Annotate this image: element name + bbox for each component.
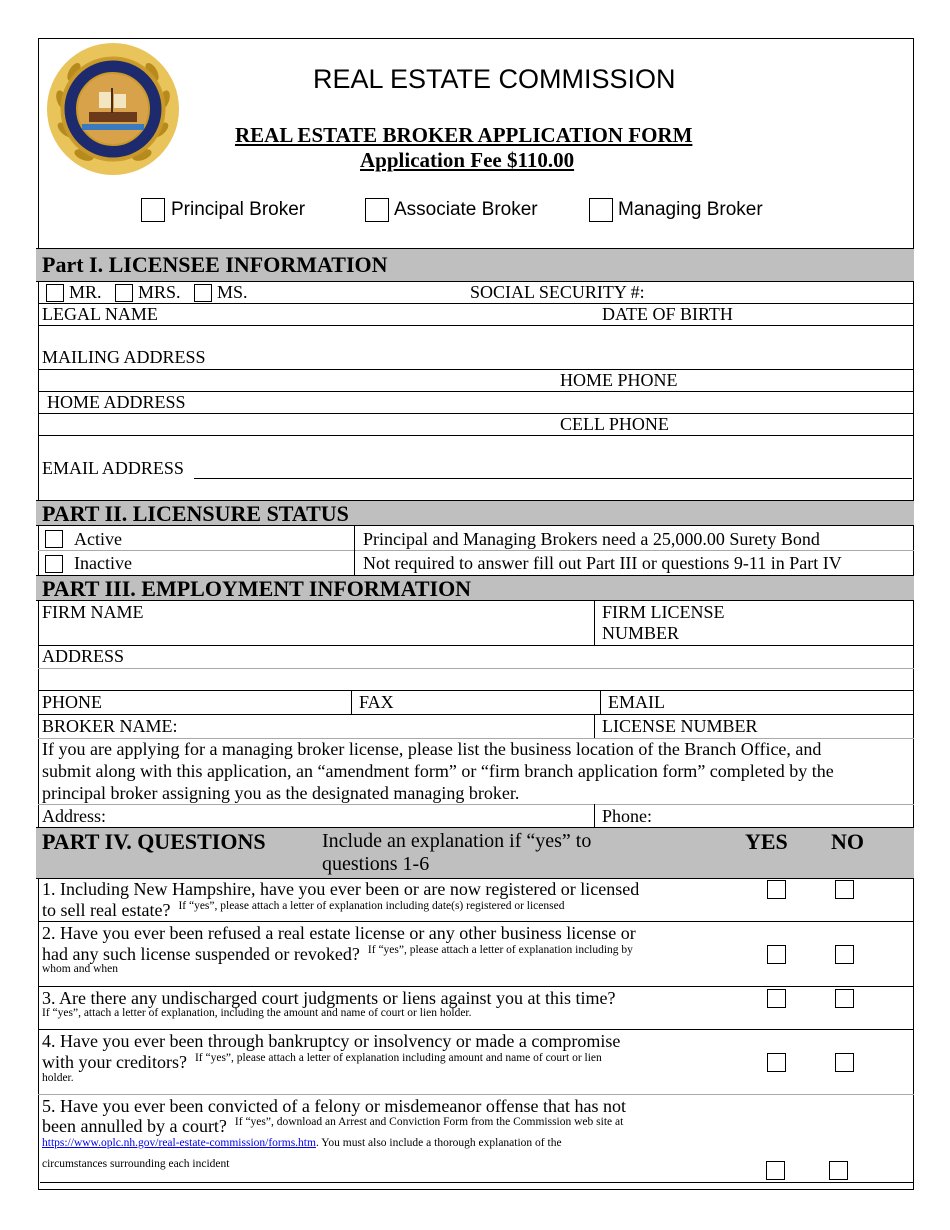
part4-instr-2: questions 1-6	[322, 853, 430, 875]
no-header: NO	[831, 829, 864, 854]
bottom-rule	[40, 1182, 913, 1183]
managing-line-1: If you are applying for a managing broker license, please list the business location of the Branch Office, and	[42, 739, 822, 759]
q3-note: If “yes”, attach a letter of explanation, including the amount and name of court or lien holder.	[42, 1007, 472, 1019]
divider	[38, 303, 914, 304]
address-label: ADDRESS	[42, 646, 125, 666]
divider	[38, 550, 914, 551]
divider	[600, 690, 601, 714]
divider	[594, 600, 595, 645]
mr-label: MR.	[69, 282, 102, 302]
q1-line-2	[42, 900, 564, 921]
mrs-label: MRS.	[138, 282, 181, 302]
broker-name-label: BROKER NAME:	[42, 716, 178, 736]
email-label: EMAIL	[608, 692, 665, 712]
managing-line-2: submit along with this application, an “amendment form” or “firm branch application form” completed by the	[42, 761, 834, 781]
home-address-label: HOME ADDRESS	[47, 392, 186, 412]
q2-line-1: 2. Have you ever been refused a real estate license or any other business license or	[42, 923, 636, 943]
divider	[351, 690, 352, 714]
firm-license-label-1: FIRM LICENSE	[602, 602, 725, 622]
email-address-label: EMAIL ADDRESS	[42, 458, 184, 478]
firm-name-label: FIRM NAME	[42, 602, 144, 622]
q5-note-2: . You must also include a thorough explanation of the	[315, 1137, 562, 1149]
email-input-line[interactable]	[194, 478, 912, 479]
part4-instructions	[322, 830, 591, 876]
divider	[38, 645, 914, 646]
q3-yes-checkbox[interactable]	[767, 989, 786, 1008]
inactive-note: Not required to answer fill out Part III or questions 9-11 in Part IV	[363, 553, 842, 573]
q5-line-1: 5. Have you ever been convicted of a felony or misdemeanor offense that has not	[42, 1096, 626, 1116]
q1-note: If “yes”, please attach a letter of explanation including date(s) registered or licensed	[178, 900, 565, 912]
q1-line-1: 1. Including New Hampshire, have you ever been or are now registered or licensed	[42, 879, 640, 899]
managing-broker-checkbox[interactable]	[589, 198, 613, 222]
divider	[38, 1029, 914, 1030]
q4-yes-checkbox[interactable]	[767, 1053, 786, 1072]
managing-broker-label: Managing Broker	[618, 199, 763, 220]
home-phone-label: HOME PHONE	[560, 370, 678, 390]
license-number-label: LICENSE NUMBER	[602, 716, 758, 736]
q4-text-2: with your creditors?	[42, 1052, 187, 1072]
divider	[38, 668, 914, 669]
managing-broker-instructions	[42, 738, 902, 804]
mailing-address-label: MAILING ADDRESS	[42, 347, 206, 367]
q5-line-2	[42, 1116, 623, 1137]
ms-checkbox[interactable]	[194, 284, 212, 302]
divider	[594, 714, 595, 738]
part3-title: PART III. EMPLOYMENT INFORMATION	[42, 576, 472, 601]
associate-broker-checkbox[interactable]	[365, 198, 389, 222]
q2-note-2: whom and when	[42, 963, 119, 975]
mrs-checkbox[interactable]	[115, 284, 133, 302]
q1-yes-checkbox[interactable]	[767, 880, 786, 899]
active-label: Active	[74, 529, 122, 549]
q4-note: If “yes”, please attach a letter of explanation including amount and name of court or lien	[194, 1052, 602, 1064]
ssn-label: SOCIAL SECURITY #:	[470, 282, 645, 302]
q1-no-checkbox[interactable]	[835, 880, 854, 899]
q3-line-1: 3. Are there any undischarged court judgments or liens against you at this time?	[42, 988, 616, 1008]
q5-yes-checkbox[interactable]	[766, 1161, 785, 1180]
managing-line-3: principal broker assigning you as the designated managing broker.	[42, 783, 520, 803]
associate-broker-label: Associate Broker	[394, 199, 538, 220]
commission-title: REAL ESTATE COMMISSION	[313, 64, 676, 94]
divider	[38, 1094, 914, 1095]
active-checkbox[interactable]	[45, 530, 63, 548]
q2-yes-checkbox[interactable]	[767, 945, 786, 964]
divider	[38, 921, 914, 922]
legal-name-label: LEGAL NAME	[42, 304, 158, 324]
q4-note-2: holder.	[42, 1072, 74, 1084]
q2-note: If “yes”, please attach a letter of explanation including by	[367, 944, 633, 956]
state-seal-icon	[44, 40, 182, 178]
q1-text-2: to sell real estate?	[42, 900, 171, 920]
q2-line-2	[42, 944, 633, 965]
q5-note: If “yes”, download an Arrest and Conviction Form from the Commission web site at	[234, 1116, 624, 1128]
q4-no-checkbox[interactable]	[835, 1053, 854, 1072]
dob-label: DATE OF BIRTH	[602, 304, 733, 324]
divider	[354, 525, 355, 575]
branch-phone-label: Phone:	[602, 806, 653, 826]
divider	[38, 369, 914, 370]
q5-text-2: been annulled by a court?	[42, 1116, 227, 1136]
application-fee: Application Fee $110.00	[360, 148, 575, 172]
q2-no-checkbox[interactable]	[835, 945, 854, 964]
mr-checkbox[interactable]	[46, 284, 64, 302]
q5-note-3: circumstances surrounding each incident	[42, 1158, 230, 1170]
inactive-label: Inactive	[74, 553, 132, 573]
divider	[594, 804, 595, 827]
ms-label: MS.	[217, 282, 248, 302]
firm-license-label-2: NUMBER	[602, 623, 680, 643]
cell-phone-label: CELL PHONE	[560, 414, 669, 434]
divider	[38, 804, 914, 805]
q4-line-1: 4. Have you ever been through bankruptcy or insolvency or made a compromise	[42, 1031, 621, 1051]
q5-link-line	[42, 1137, 562, 1149]
q4-line-2	[42, 1052, 602, 1073]
part2-title: PART II. LICENSURE STATUS	[42, 501, 349, 526]
part1-title: Part I. LICENSEE INFORMATION	[42, 252, 388, 277]
form-title: REAL ESTATE BROKER APPLICATION FORM	[235, 123, 693, 147]
q2-text-2: had any such license suspended or revoked?	[42, 944, 360, 964]
fax-label: FAX	[359, 692, 394, 712]
divider	[38, 714, 914, 715]
principal-broker-checkbox[interactable]	[141, 198, 165, 222]
phone-label: PHONE	[42, 692, 103, 712]
branch-address-label: Address:	[42, 806, 106, 826]
forms-link[interactable]: https://www.oplc.nh.gov/real-estate-commission/forms.htm	[42, 1137, 316, 1149]
q5-no-checkbox[interactable]	[829, 1161, 848, 1180]
divider	[38, 325, 914, 326]
principal-broker-label: Principal Broker	[171, 199, 306, 220]
part4-title: PART IV. QUESTIONS	[42, 829, 266, 854]
divider	[38, 690, 914, 691]
q3-no-checkbox[interactable]	[835, 989, 854, 1008]
active-note: Principal and Managing Brokers need a 25,000.00 Surety Bond	[363, 529, 820, 549]
divider	[38, 986, 914, 987]
part4-instr-1: Include an explanation if “yes” to	[322, 830, 592, 852]
inactive-checkbox[interactable]	[45, 555, 63, 573]
divider	[38, 435, 914, 436]
yes-header: YES	[745, 829, 788, 854]
divider	[38, 413, 914, 414]
